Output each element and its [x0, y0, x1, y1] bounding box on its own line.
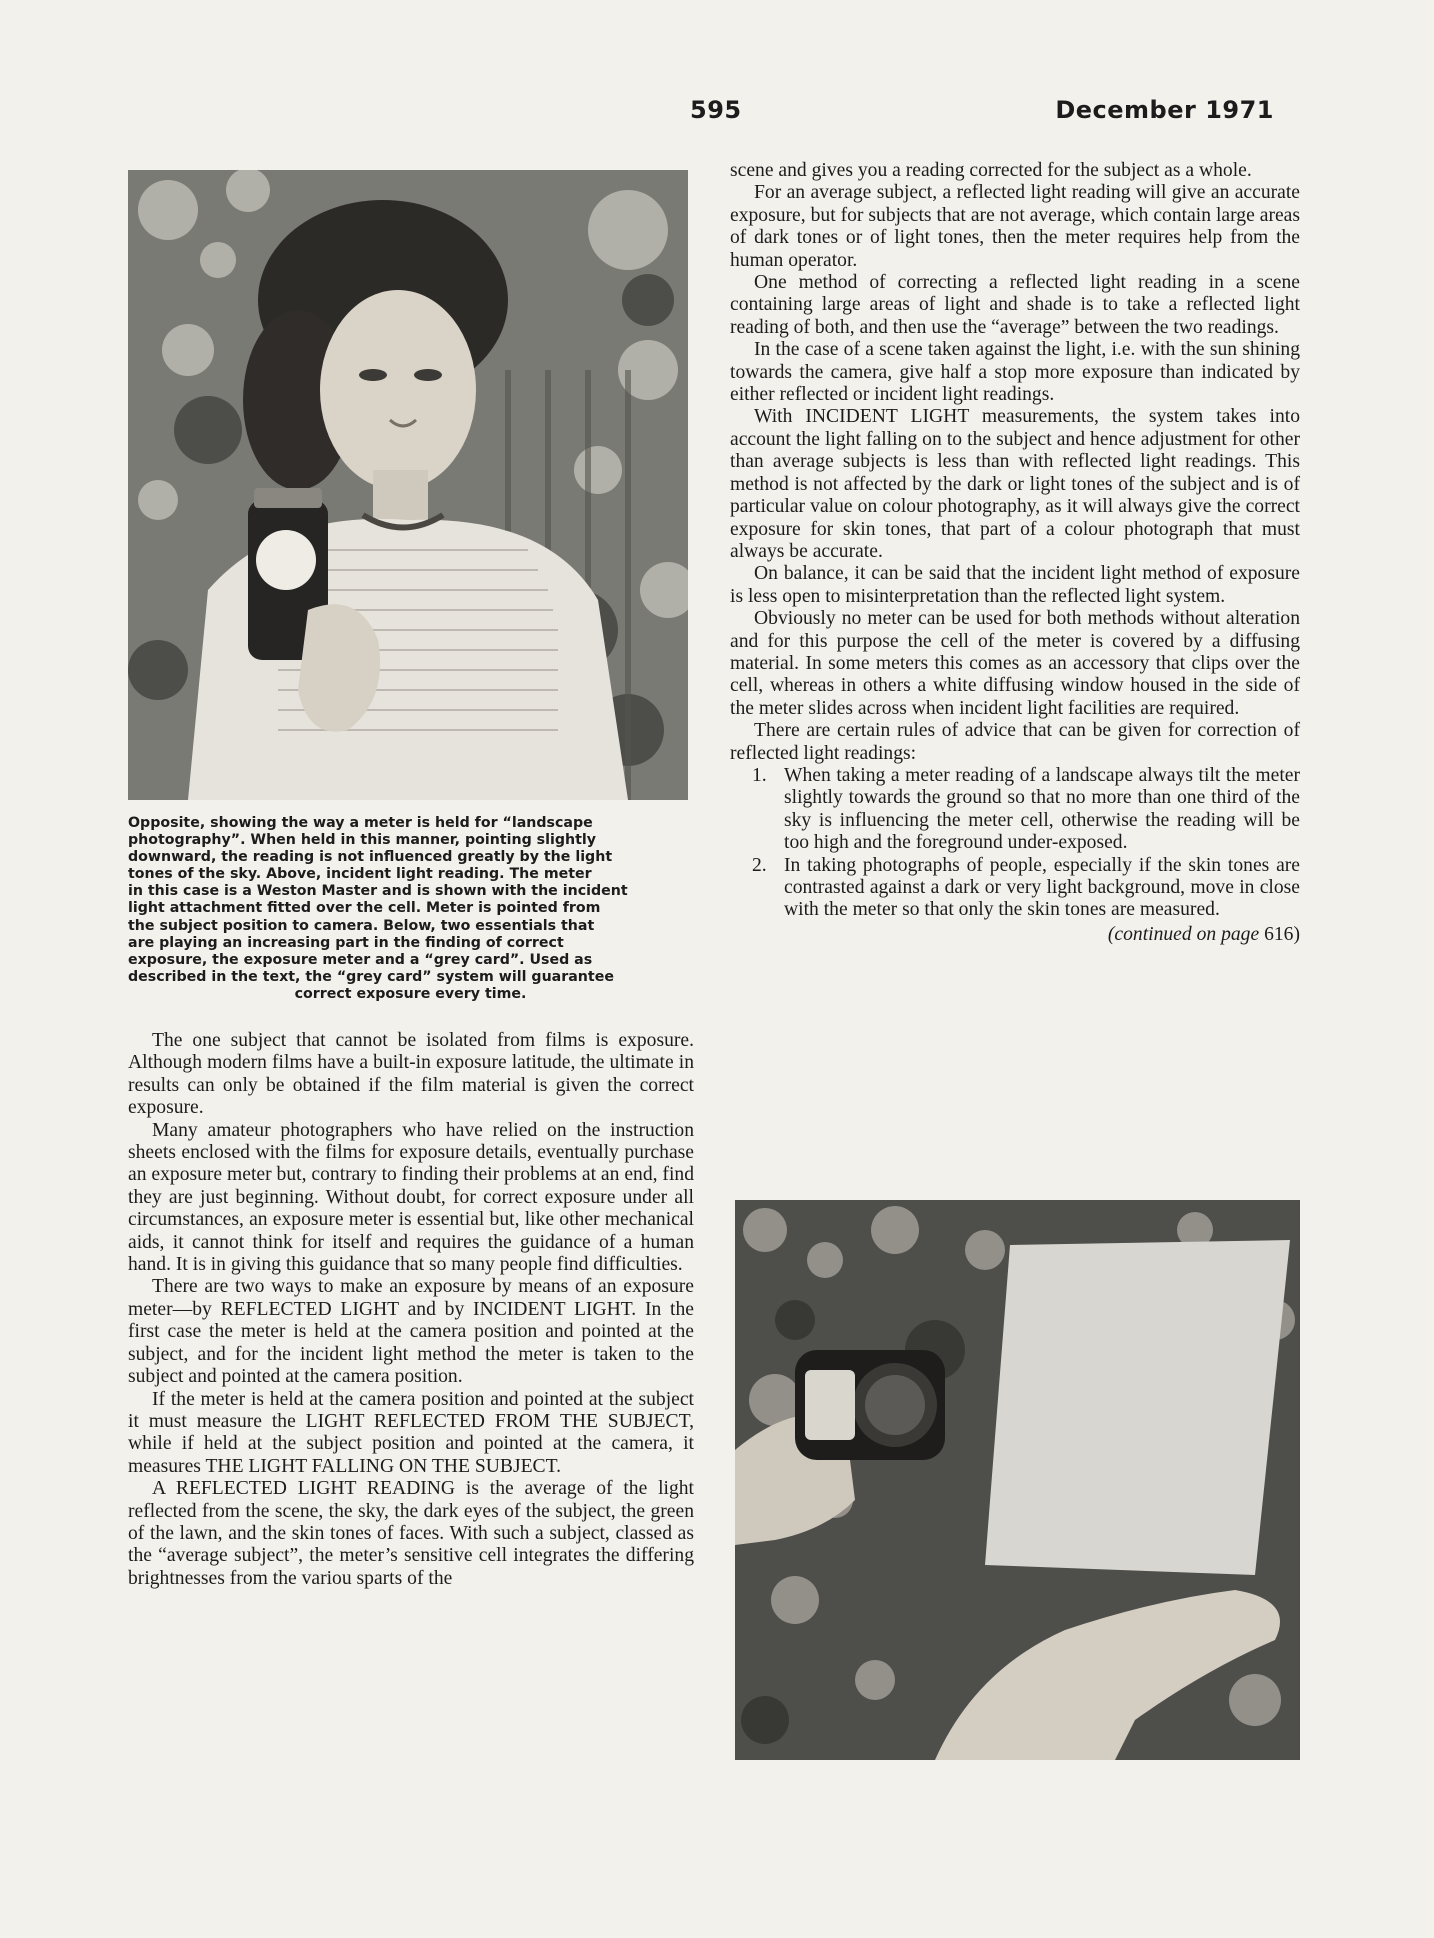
body-paragraph: For an average subject, a reflected light reading will give an accurate exposure, but for subjects that are not average, which contain large areas of dark tones or of light tones, then the meter requires help from the human operator. — [730, 182, 1300, 271]
rule-item — [730, 765, 1300, 855]
body-paragraph: scene and gives you a reading corrected for the subject as a whole. — [730, 160, 1252, 181]
body-paragraph: There are certain rules of advice that can be given for correction of reflected light readings: — [730, 720, 1300, 764]
photo-caption — [128, 815, 693, 1003]
body-paragraph: With INCIDENT LIGHT measurements, the system takes into account the light falling on to the subject and hence adjustment for other than average subjects is less than with reflected light readings. This method is not affected by the dark or light tones of the subject and is of particular value on colour photography, as it will always give the correct exposure for skin tones, that part of a colour photograph that must always be accurate. — [730, 406, 1300, 562]
body-paragraph: One method of correcting a reflected light reading in a scene containing large areas of light and shade is to take a reflected light reading of both, and then use the “average” between the two readings. — [730, 272, 1300, 338]
rule-number: 2. — [752, 854, 767, 876]
hand-holding-meter-and-grey-card-photo — [735, 1200, 1300, 1760]
caption-line: light attachment fitted over the cell. Meter is pointed from — [128, 900, 601, 917]
left-column-text — [128, 1030, 694, 1590]
caption-line: are playing an increasing part in the finding of correct — [128, 934, 564, 951]
caption-line: tones of the sky. Above, incident light reading. The meter — [128, 866, 592, 883]
page-number: 595 — [690, 96, 742, 124]
woman-holding-light-meter-photo — [128, 170, 688, 800]
body-paragraph: There are two ways to make an exposure by means of an exposure meter—by REFLECTED LIGHT and by INCIDENT LIGHT. In the first case the meter is held at the camera position and pointed at the subject, and for the incident light method the meter is taken to the subject and pointed at the camera position. — [128, 1276, 694, 1388]
rule-text: In taking photographs of people, especially if the skin tones are contrasted against a dark or very light background, move in close with the meter so that only the skin tones are measured. — [784, 854, 1300, 921]
issue-date: December 1971 — [1055, 96, 1274, 124]
body-paragraph: The one subject that cannot be isolated from films is exposure. Although modern films have a built-in exposure latitude, the ultimate in results can only be obtained if the film material is given the correct exposure. — [128, 1030, 694, 1119]
body-paragraph: Obviously no meter can be used for both methods without alteration and for this purpose the cell of the meter is covered by a diffusing material. In some meters this comes as an accessory that clips over the cell, whereas in others a white diffusing window housed in the side of the meter slides across when incident light facilities are required. — [730, 608, 1300, 719]
body-paragraph: A REFLECTED LIGHT READING is the average of the light reflected from the scene, the sky, the dark eyes of the subject, the green of the lawn, and the skin tones of faces. With such a subject, classed as the “average subject”, the meter’s sensitive cell integrates the differing brightnesses from the variou sparts of the — [128, 1478, 694, 1589]
body-paragraph: Many amateur photographers who have relied on the instruction sheets enclosed with the films for exposure details, eventually purchase an exposure meter but, contrary to finding their problems at an end, find they are just beginning. Without doubt, for correct exposure under all circumstances, an exposure meter is essential but, like other mechanical aids, it cannot think for itself and requires the guidance of a human hand. It is in giving this guidance that so many people find difficulties. — [128, 1119, 694, 1276]
body-paragraph: On balance, it can be said that the incident light method of exposure is less open to misinterpretation than the reflected light system. — [730, 563, 1300, 607]
rules-list — [730, 765, 1300, 922]
continued-page: 616) — [1264, 923, 1300, 945]
caption-line: photography”. When held in this manner, pointing slightly — [128, 832, 596, 849]
caption-line: Opposite, showing the way a meter is held for “landscape — [128, 815, 593, 831]
right-column-text — [730, 160, 1300, 946]
continued-text: (continued on page — [1107, 923, 1260, 945]
rule-number: 1. — [752, 764, 767, 786]
body-paragraph: If the meter is held at the camera position and pointed at the subject it must measure the LIGHT REFLECTED FROM THE SUBJECT, while if held at the subject position and pointed at the camera, it measures THE LIGHT FALLING ON THE SUBJECT. — [128, 1388, 694, 1477]
caption-line: the subject position to camera. Below, two essentials that — [128, 917, 595, 934]
caption-line: downward, the reading is not influenced greatly by the light — [128, 849, 613, 866]
caption-line: exposure, the exposure meter and a “grey card”. Used as — [128, 951, 593, 968]
caption-line: described in the text, the “grey card” system will guarantee — [128, 968, 614, 985]
continued-note — [730, 924, 1300, 946]
rule-item — [730, 855, 1300, 922]
caption-line: correct exposure every time. — [294, 985, 527, 1002]
caption-line: in this case is a Weston Master and is shown with the incident — [128, 883, 628, 900]
body-paragraph: In the case of a scene taken against the light, i.e. with the sun shining towards the camera, give half a stop more exposure than indicated by either reflected or incident light readings. — [730, 339, 1300, 406]
rule-text: When taking a meter reading of a landscape always tilt the meter slightly towards the ground so that no more than one third of the sky is influencing the meter cell, otherwise the reading will be too high and the foreground under-exposed. — [784, 764, 1300, 854]
